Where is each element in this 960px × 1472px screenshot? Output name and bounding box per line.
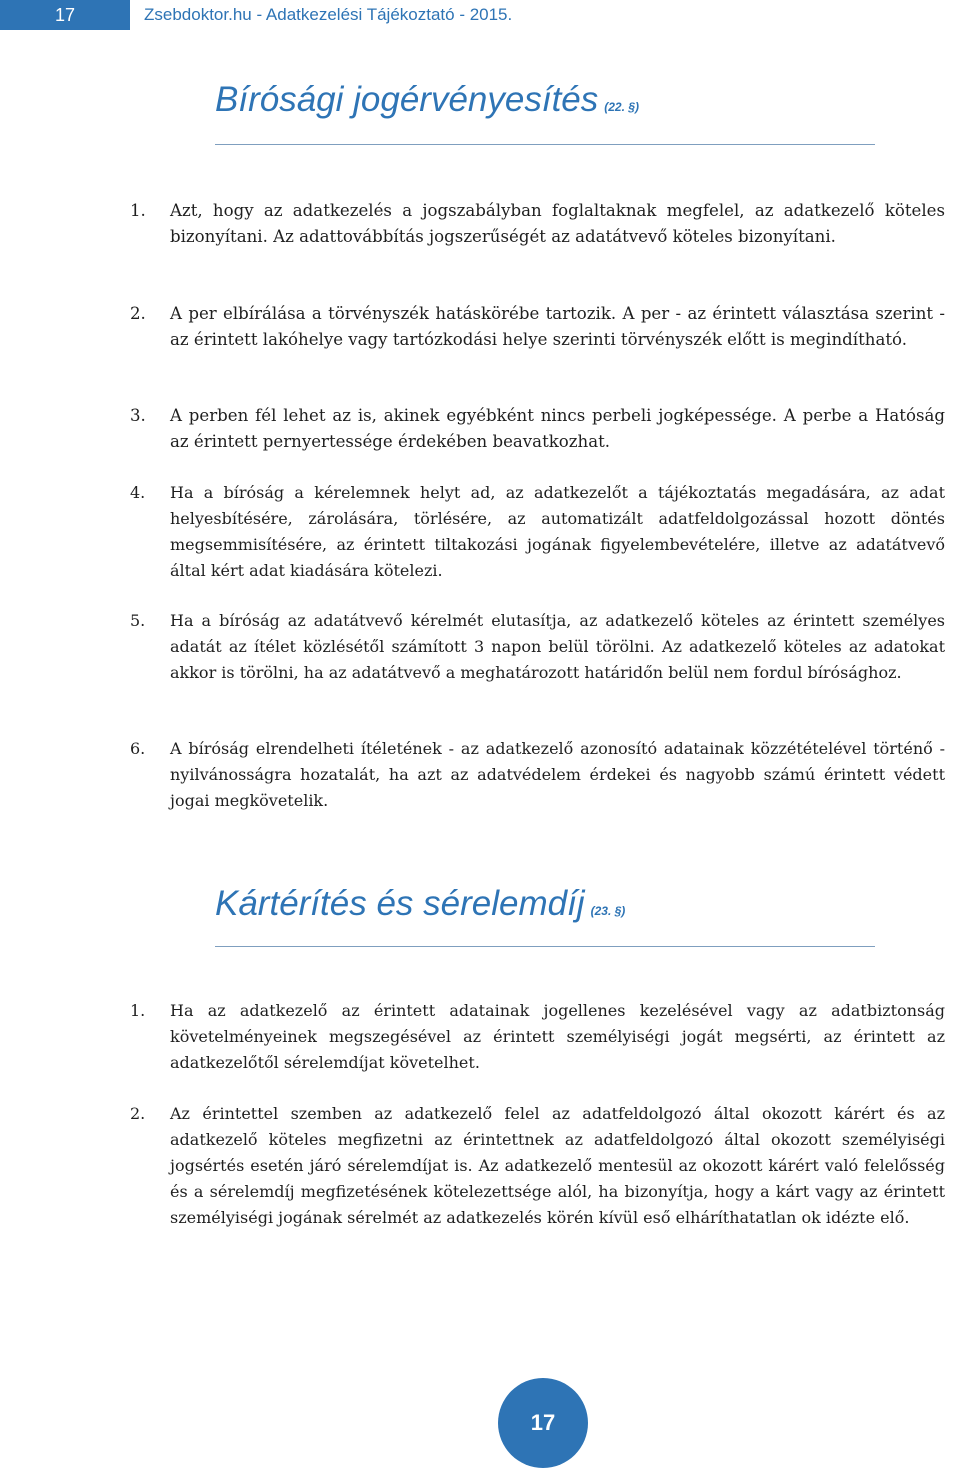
list-item-number: 5. <box>130 611 146 630</box>
list-item <box>130 736 945 814</box>
list-item <box>130 1101 945 1231</box>
list-item <box>130 608 945 686</box>
list-item-number: 1. <box>130 1001 146 1020</box>
footer-page-number: 17 <box>498 1378 588 1468</box>
list-item <box>130 403 945 455</box>
section-heading-text: Bírósági jogérvényesítés <box>215 80 599 119</box>
section-heading-text: Kártérítés és sérelemdíj <box>215 884 585 923</box>
list-item-text: Ha a bíróság a kérelemnek helyt ad, az adatkezelőt a tájékoztatás megadására, az adat helyesbítésére, zárolására, törlésére, az automatizált adatfeldolgozással hozott döntés megsemmisítésére, az érintett tiltakozási jogának figyelembevételére, illetve az adatátvevő által kért adat kiadására kötelezi. <box>170 483 945 580</box>
list-item <box>130 998 945 1076</box>
page-header <box>0 0 960 30</box>
header-page-number: 17 <box>0 0 130 30</box>
list-item-text: A perben fél lehet az is, akinek egyébként nincs perbeli jogképessége. A perbe a Hatóság az érintett pernyertessége érdekében beavatkozhat. <box>170 406 945 451</box>
section-heading-karterites <box>215 884 625 924</box>
list-item-text: Ha a bíróság az adatátvevő kérelmét elutasítja, az adatkezelő köteles az érintett személyes adatát az ítélet közlésétől számított 3 napon belül törölni. Az adatkezelő köteles az adatokat akkor is törölni, ha az adatátvevő a meghatározott határidőn belül nem fordul bírósághoz. <box>170 611 945 682</box>
list-item-text: A per elbírálása a törvényszék hatáskörébe tartozik. A per - az érintett választása szerint - az érintett lakóhelye vagy tartózkodási helye szerinti törvényszék előtt is megindítható. <box>170 304 945 349</box>
list-item <box>130 480 945 584</box>
list-item <box>130 301 945 353</box>
list-item-number: 2. <box>130 1104 146 1123</box>
list-item-number: 6. <box>130 739 146 758</box>
list-item-number: 2. <box>130 304 146 323</box>
section-ref: (22. §) <box>604 100 639 114</box>
list-item-text: Ha az adatkezelő az érintett adatainak jogellenes kezelésével vagy az adatbiztonság követelményeinek megszegésével az érintett személyiségi jogát megsérti, az érintett az adatkezelőtől sérelemdíjat követelhet. <box>170 1001 945 1072</box>
header-title: Zsebdoktor.hu - Adatkezelési Tájékoztató - 2015. <box>144 5 513 24</box>
section-divider <box>215 946 875 947</box>
section-ref: (23. §) <box>590 904 626 918</box>
list-item-number: 4. <box>130 483 146 502</box>
list-item-number: 3. <box>130 406 146 425</box>
list-item-number: 1. <box>130 201 146 220</box>
list-item <box>130 198 945 250</box>
section-heading-birosagi <box>215 80 639 120</box>
section-divider <box>215 144 875 145</box>
list-item-text: A bíróság elrendelheti ítéletének - az adatkezelő azonosító adatainak közzétételével történő - nyilvánosságra hozatalát, ha azt az adatvédelem érdekei és nagyobb számú érintett védett jogai megkövetelik. <box>170 739 945 810</box>
list-item-text: Az érintettel szemben az adatkezelő felel az adatfeldolgozó által okozott kárért és az adatkezelő köteles megfizetni az érintettnek az adatfeldolgozó által okozott személyiségi jogsértés esetén járó sérelemdíjat is. Az adatkezelő mentesül az okozott kárért való felelősség és a sérelemdíj megfizetésének kötelezettsége alól, ha bizonyítja, hogy a kárt vagy az érintett személyiségi jogának sérelmét az adatkezelés körén kívül eső elháríthatatlan ok idézte elő. <box>170 1104 945 1227</box>
list-item-text: Azt, hogy az adatkezelés a jogszabályban foglaltaknak megfelel, az adatkezelő köteles bizonyítani. Az adattovábbítás jogszerűségét az adatátvevő köteles bizonyítani. <box>170 201 945 246</box>
